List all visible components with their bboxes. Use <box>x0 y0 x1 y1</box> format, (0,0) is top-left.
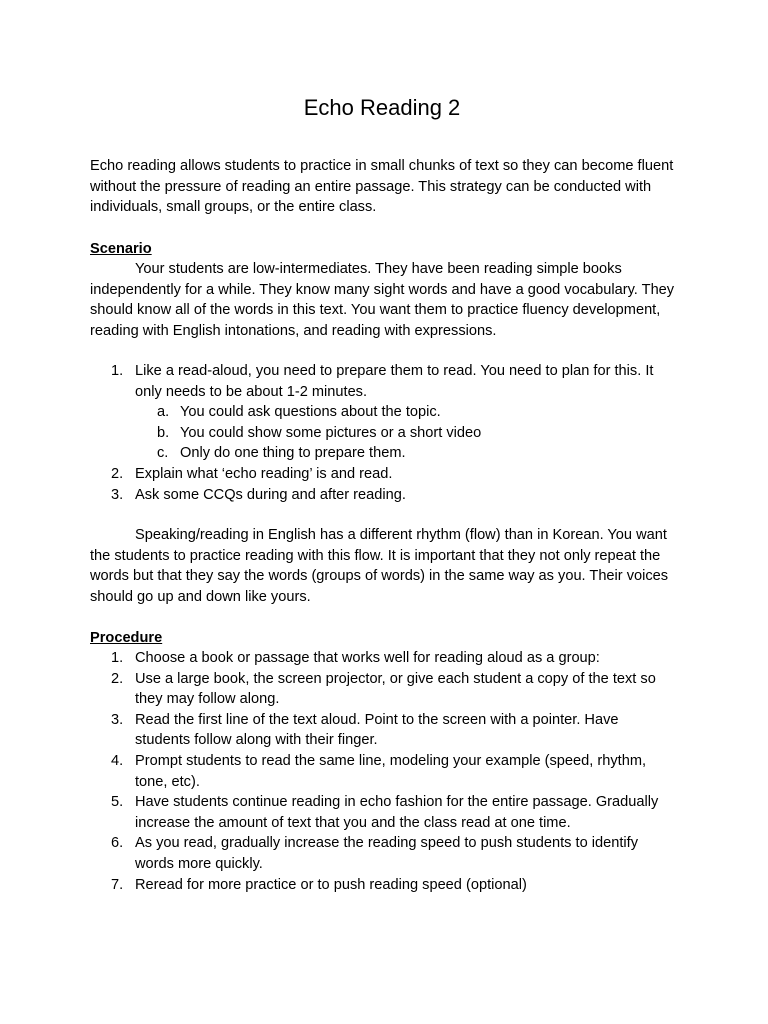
list-item <box>90 485 675 506</box>
procedure-steps-list <box>90 648 675 895</box>
scenario-steps-list <box>90 361 675 505</box>
list-number: 7. <box>111 876 124 893</box>
list-item-text: As you read, gradually increase the reading speed to push students to identify words more quickly. <box>135 835 638 872</box>
list-item <box>90 361 675 464</box>
sub-list-letter: a. <box>157 404 170 421</box>
list-item-text: Have students continue reading in echo fashion for the entire passage. Gradually increase the amount of text that you and the class read at one time. <box>135 794 659 831</box>
list-item <box>90 648 675 669</box>
sub-list-item <box>135 443 675 464</box>
list-number: 3. <box>111 486 124 503</box>
sub-list-item-text: Only do one thing to prepare them. <box>180 445 406 462</box>
sub-list <box>135 402 675 464</box>
page-title: Echo Reading 2 <box>303 95 461 120</box>
list-number: 2. <box>111 465 124 482</box>
sub-list-item <box>135 402 675 423</box>
list-item <box>90 875 675 896</box>
rhythm-paragraph: Speaking/reading in English has a different rhythm (flow) than in Korean. You want the students to practice reading with this flow. It is important that they not only repeat the words but that they say the words (groups of words) in the same way as you. Their voices should go up and down like yours. <box>90 527 669 605</box>
list-item-text: Use a large book, the screen projector, or give each student a copy of the text so they may follow along. <box>135 670 656 708</box>
list-item-text: Read the first line of the text aloud. Point to the screen with a pointer. Have students follow along with their finger. <box>135 711 619 749</box>
sub-list-item-text: You could show some pictures or a short video <box>180 424 482 441</box>
list-item <box>90 710 675 751</box>
list-number: 1. <box>111 363 124 379</box>
sub-list-letter: b. <box>157 424 170 441</box>
list-item-text: Reread for more practice or to push reading speed (optional) <box>135 876 527 893</box>
intro-paragraph: Echo reading allows students to practice in small chunks of text so they can become fluent without the pressure of reading an entire passage. This strategy can be conducted with individuals, small groups, or the entire class. <box>90 158 674 216</box>
list-number: 5. <box>111 794 124 811</box>
scenario-paragraph: Your students are low-intermediates. They have been reading simple books independently for a while. They know many sight words and have a good vocabulary. They should know all of the words in this text. You want them to practice fluency development, reading with English intonations, and reading with expressions. <box>90 261 675 339</box>
list-number: 3. <box>111 711 124 728</box>
list-item <box>90 669 675 710</box>
procedure-heading: Procedure <box>90 630 163 646</box>
sub-list-item <box>135 423 675 444</box>
list-item <box>90 833 675 874</box>
list-item-text: Like a read-aloud, you need to prepare them to read. You need to plan for this. It only needs to be about 1-2 minutes. <box>135 363 654 400</box>
list-item <box>90 464 675 485</box>
list-item-text: Ask some CCQs during and after reading. <box>135 486 406 503</box>
list-item-text: Choose a book or passage that works well for reading aloud as a group: <box>135 650 600 666</box>
list-item-text: Explain what ‘echo reading’ is and read. <box>135 465 393 482</box>
list-number: 6. <box>111 835 124 852</box>
list-number: 2. <box>111 670 124 687</box>
sub-list-letter: c. <box>157 445 169 462</box>
list-item <box>90 792 675 833</box>
list-number: 1. <box>111 650 124 666</box>
list-item-text: Prompt students to read the same line, modeling your example (speed, rhythm, tone, etc). <box>135 752 647 790</box>
list-item <box>90 751 675 792</box>
list-number: 4. <box>111 752 124 769</box>
scenario-heading: Scenario <box>90 241 152 257</box>
sub-list-item-text: You could ask questions about the topic. <box>180 404 441 421</box>
